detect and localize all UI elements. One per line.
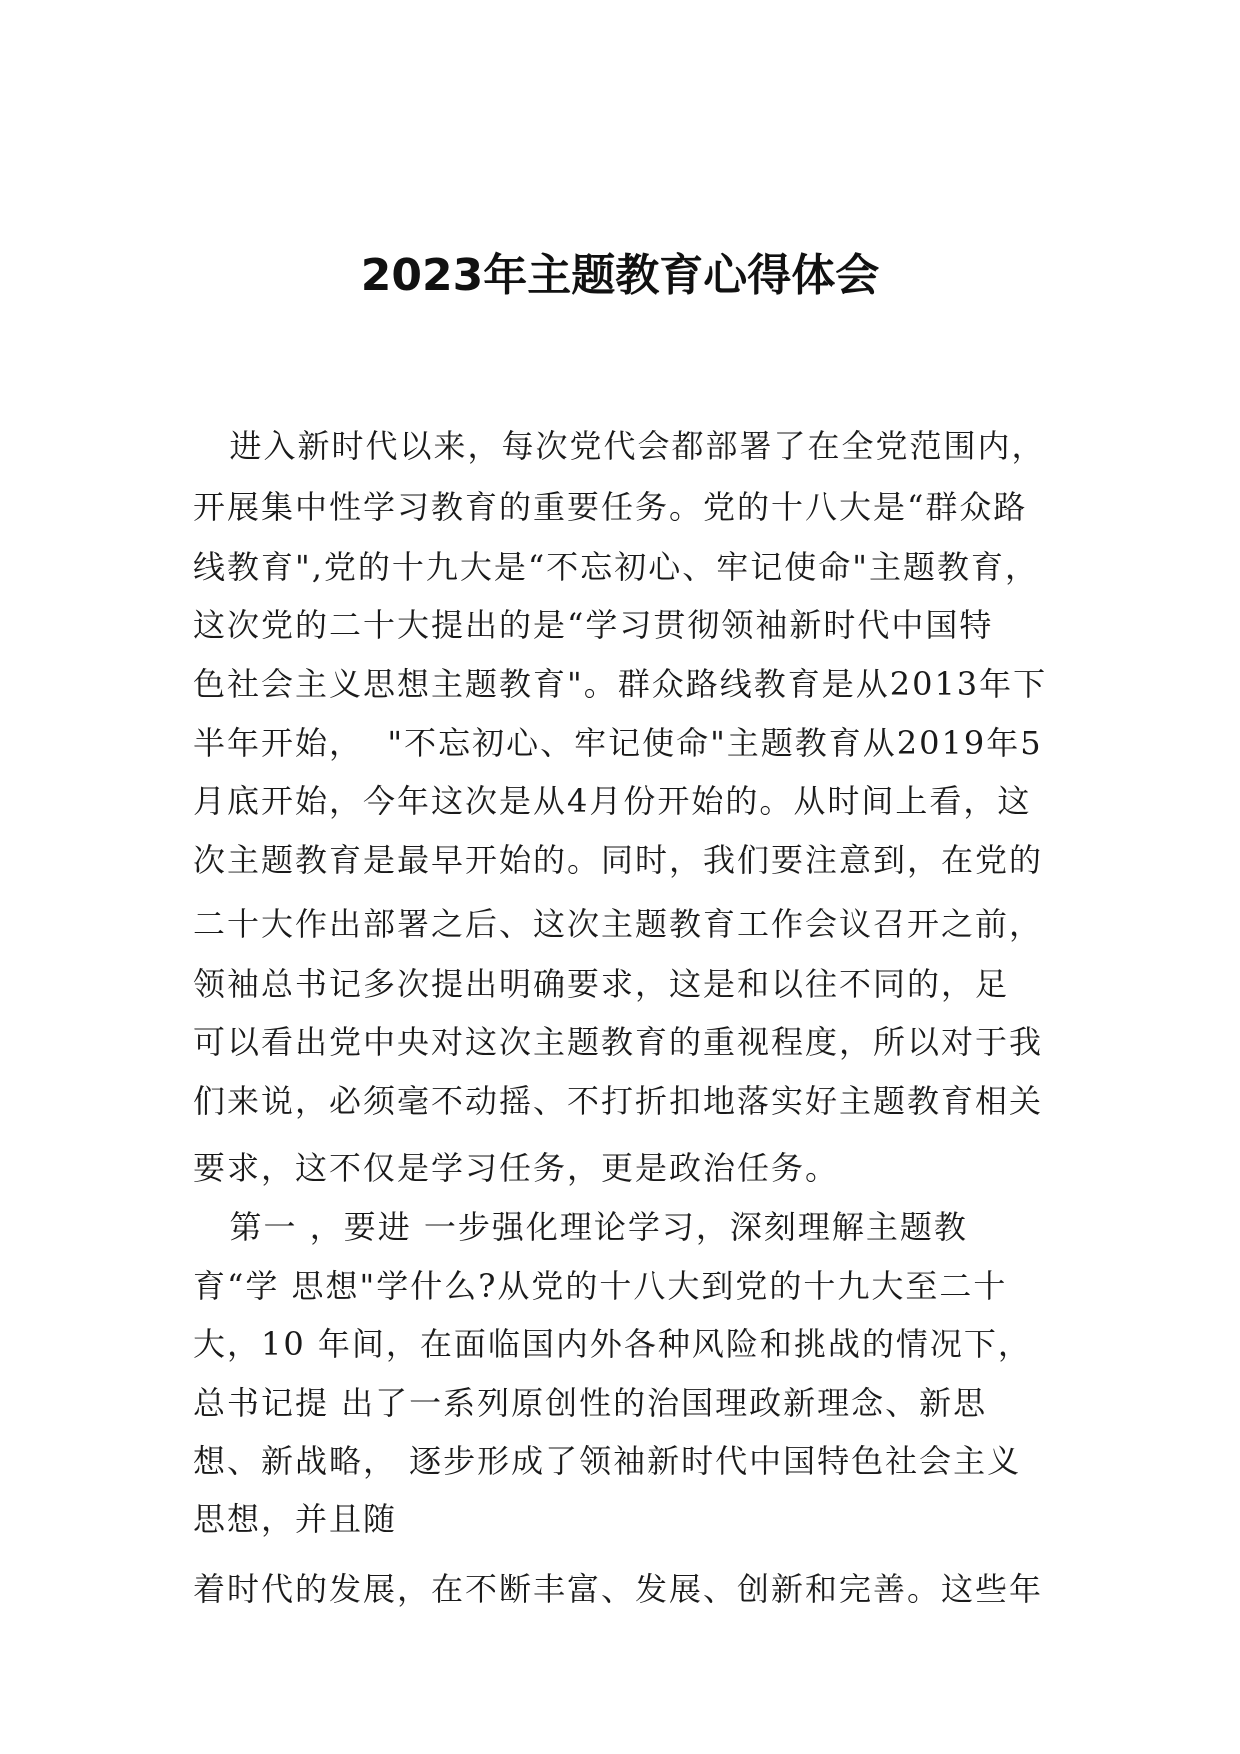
body-line: 思想，并且随: [193, 1500, 398, 1538]
body-line: 着时代的发展，在不断丰富、发展、创新和完善。这些年: [193, 1570, 1044, 1608]
body-line: 大，10 年间，在面临国内外各种风险和挑战的情况下，: [193, 1325, 1032, 1363]
body-line: 领袖总书记多次提出明确要求，这是和以往不同的，足: [193, 965, 1010, 1003]
body-line: 第一 ，要进 一步强化理论学习，深刻理解主题教: [193, 1208, 968, 1246]
body-line: 月底开始，今年这次是从4月份开始的。从时间上看，这: [193, 782, 1032, 820]
body-line: 进入新时代以来，每次党代会都部署了在全党范围内，: [193, 427, 1046, 465]
body-line: 开展集中性学习教育的重要任务。党的十八大是“群众路: [193, 488, 1028, 526]
body-line: 总书记提 出了一系列原创性的治国理政新理念、新思: [193, 1384, 988, 1422]
body-line: 二十大作出部署之后、这次主题教育工作会议召开之前，: [193, 905, 1044, 943]
body-line: 这次党的二十大提出的是“学习贯彻领袖新时代中国特: [193, 606, 994, 644]
body-line: 半年开始， "不忘初心、牢记使命"主题教育从2019年5: [193, 724, 1043, 762]
body-line: 线教育",党的十九大是“不忘初心、牢记使命"主题教育，: [193, 548, 1039, 586]
body-line: 可以看出党中央对这次主题教育的重视程度，所以对于我: [193, 1023, 1044, 1061]
document-title: 2023年主题教育心得体会: [360, 250, 880, 301]
body-line: 次主题教育是最早开始的。同时，我们要注意到，在党的: [193, 841, 1044, 879]
body-line: 育“学 思想"学什么?从党的十八大到党的十九大至二十: [193, 1267, 1008, 1305]
body-line: 色社会主义思想主题教育"。群众路线教育是从2013年下: [193, 665, 1048, 703]
body-line: 想、新战略， 逐步形成了领袖新时代中国特色社会主义: [193, 1442, 1022, 1480]
body-line: 们来说，必须毫不动摇、不打折扣地落实好主题教育相关: [193, 1082, 1044, 1120]
body-line: 要求，这不仅是学习任务，更是政治任务。: [193, 1149, 840, 1187]
